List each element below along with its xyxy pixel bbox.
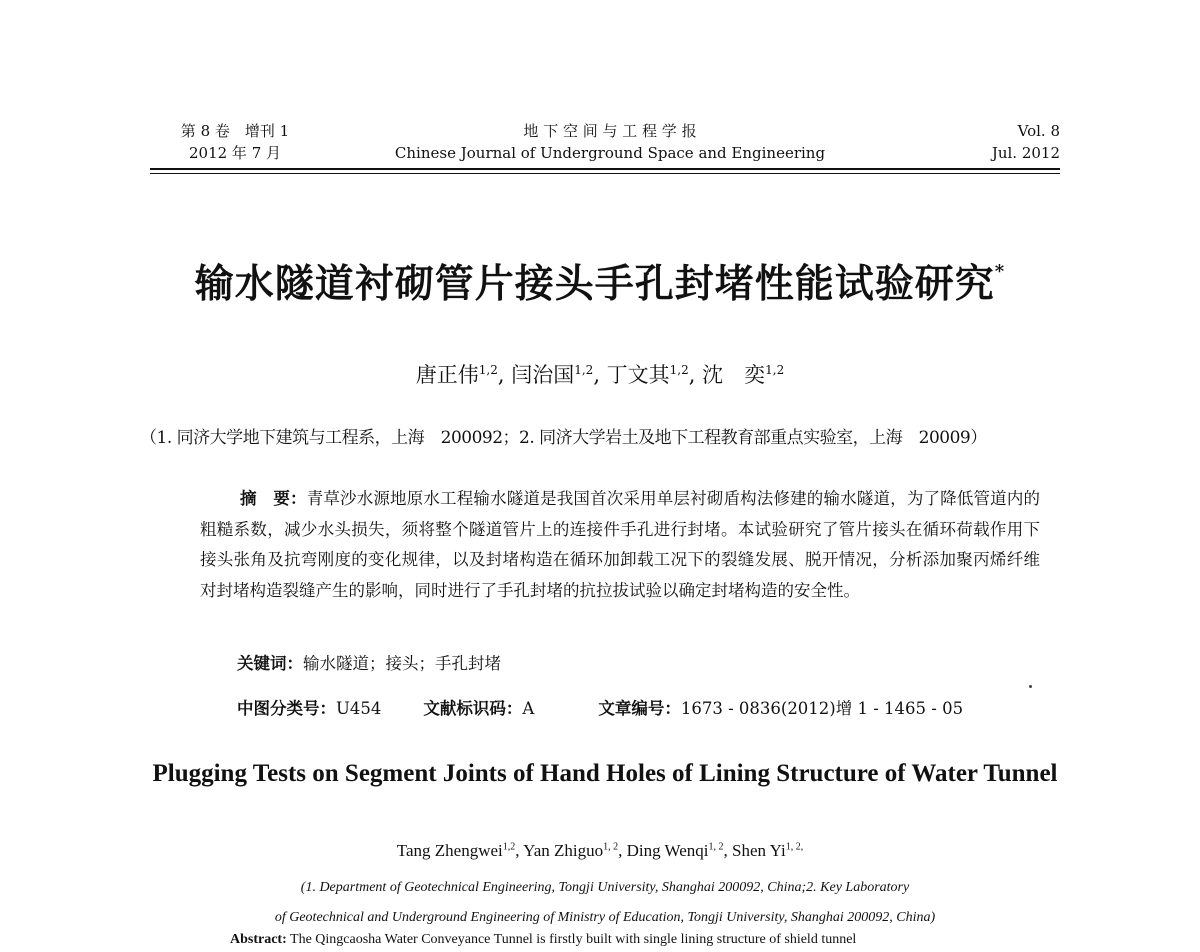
author-name-en: Ding Wenqi — [626, 841, 709, 860]
affiliation-cn: （1. 同济大学地下建筑与工程系，上海 200092；2. 同济大学岩土及地下工程教育部重点实验室，上海 20009） — [140, 428, 987, 448]
title-footnote-mark: * — [994, 261, 1006, 282]
abstract-en — [230, 932, 1090, 948]
author-name: 丁文其 — [606, 363, 670, 387]
clc-value: U454 — [336, 699, 382, 718]
author-affil-mark-en: 1, 2, — [785, 841, 804, 853]
classification-line — [237, 695, 963, 719]
author-name-en: Yan Zhiguo — [523, 841, 604, 860]
author-name: 闫治国 — [511, 363, 575, 387]
article-number-value: 1673 - 0836(2012)增 1 - 1465 - 05 — [680, 699, 964, 718]
abstract-cn-text: 青草沙水源地原水工程输水隧道是我国首次采用单层衬砌盾构法修建的输水隧道，为了降低管道内的粗糙系数，减少水头损失，须将整个隧道管片上的连接件手孔进行封堵。本试验研究了管片接头在循环荷载作用下接头张角及抗弯刚度的变化规律，以及封堵构造在循环加卸载工况下的裂缝发展、脱开情况，分析添加聚丙烯纤维对封堵构造裂缝产生的影响，同时进行了手孔封堵的抗拉拔试验以确定封堵构造的安全性。 — [200, 489, 1041, 600]
abstract-en-label: Abstract: — [230, 932, 287, 947]
affiliation-en-line2: of Geotechnical and Underground Engineering of Ministry of Education, Tongji University, Shanghai 200092, China) — [274, 910, 936, 925]
date-en: Jul. 2012 — [991, 144, 1060, 162]
journal-volume-info-en — [960, 120, 1060, 164]
clc-label: 中图分类号： — [237, 699, 336, 718]
keywords-cn-text: 输水隧道；接头；手孔封堵 — [303, 654, 501, 673]
abstract-cn-label: 摘 要： — [240, 489, 307, 508]
doc-code-value: A — [522, 699, 535, 718]
journal-name — [380, 120, 840, 164]
author-affil-mark-en: 1, 2 — [603, 841, 619, 853]
journal-name-cn: 地 下 空 间 与 工 程 学 报 — [523, 122, 697, 140]
author-affil-mark: 1,2 — [765, 363, 785, 377]
keywords-cn — [237, 650, 501, 674]
author-affil-mark: 1,2 — [669, 363, 689, 377]
doc-code-label: 文献标识码： — [423, 699, 523, 718]
stray-dot — [1029, 685, 1032, 688]
volume-issue: 第 8 卷 增刊 1 — [180, 122, 290, 140]
keywords-cn-label: 关键词： — [237, 654, 303, 673]
paper-title-cn — [0, 253, 1200, 309]
journal-volume-info — [150, 120, 320, 164]
author-affil-mark: 1,2 — [574, 363, 594, 377]
author-name-en: Shen Yi — [732, 841, 786, 860]
author-name-en: Tang Zhengwei — [396, 841, 503, 860]
affiliation-en — [150, 873, 1060, 933]
abstract-cn — [200, 484, 1040, 606]
paper-title-en: Plugging Tests on Segment Joints of Hand Holes of Lining Structure of Water Tunnel — [152, 760, 1058, 787]
author-affil-mark-en: 1, 2 — [708, 841, 724, 853]
journal-name-en: Chinese Journal of Underground Space and Engineering — [394, 144, 826, 162]
author-affil-mark: 1,2 — [478, 363, 498, 377]
author-name: 唐正伟 — [415, 363, 479, 387]
author-list-en: Tang Zhengwei$^{1,2}$, Yan Zhiguo$^{1, 2}$, Ding Wenqi$^{1, 2}$, Shen $Yi^{1, 2,}$ — [396, 841, 804, 860]
paper-title-cn-text: 输水隧道衬砌管片接头手孔封堵性能试验研究 — [194, 261, 995, 307]
abstract-en-text: The Qingcaosha Water Conveyance Tunnel is firstly built with single lining structure of shield tunnel — [290, 932, 857, 947]
header-rule-thin — [150, 173, 1060, 174]
author-affil-mark-en: 1,2 — [502, 841, 516, 853]
article-number-label: 文章编号： — [598, 699, 681, 718]
author-name: 沈 奕 — [702, 363, 766, 387]
affiliation-en-line1: (1. Department of Geotechnical Engineering, Tongji University, Shanghai 200092, China;2. Key Laboratory — [300, 880, 910, 895]
header-rule-thick — [150, 168, 1060, 170]
author-list-cn: 唐正伟$^{1,2}$, 闫治国$^{1,2}$, 丁文其$^{1,2}$, 沈 奕$^{1,2}$ — [415, 363, 785, 387]
publication-date: 2012 年 7 月 — [188, 144, 282, 162]
volume-en: Vol. 8 — [1017, 122, 1060, 140]
